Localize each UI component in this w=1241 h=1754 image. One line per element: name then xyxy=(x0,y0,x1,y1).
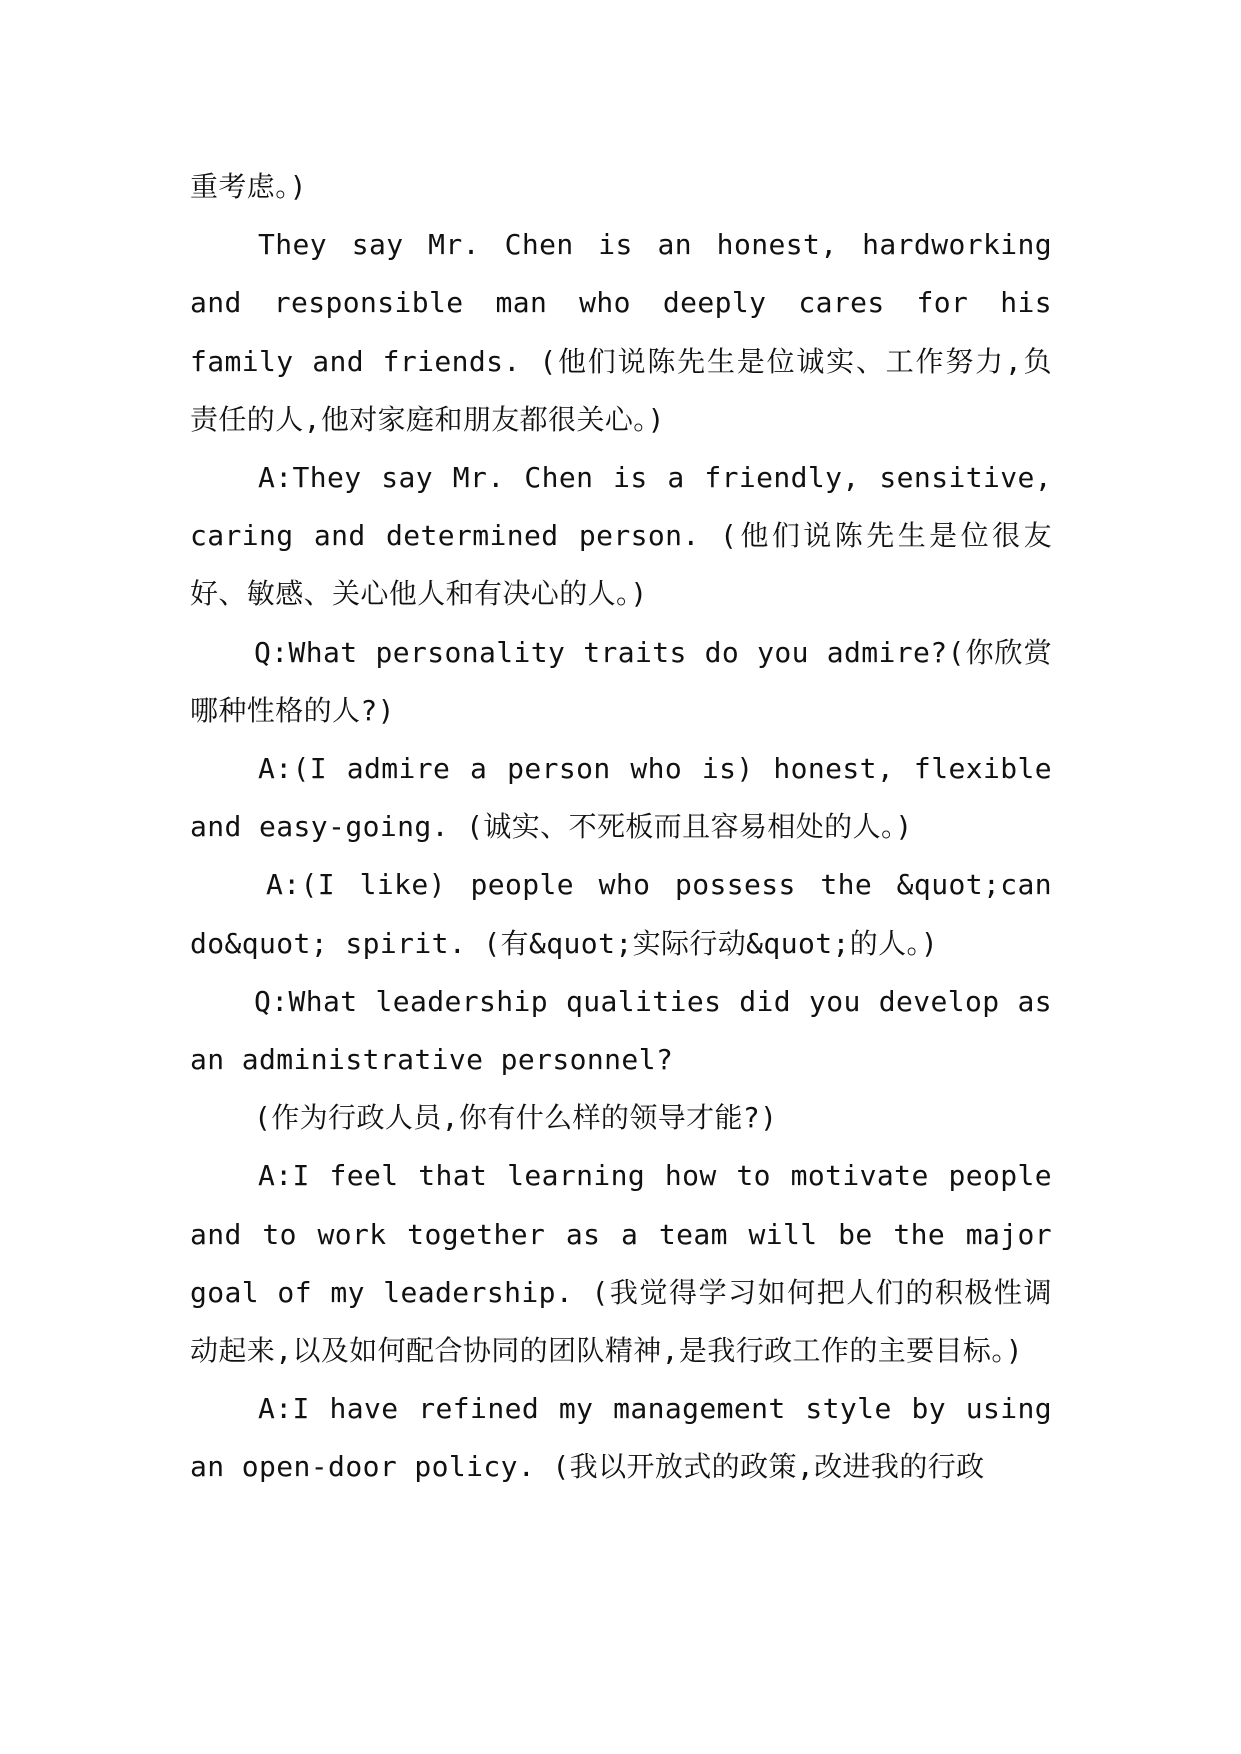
paragraph-continuation: 重考虑。) xyxy=(190,170,307,203)
question-personality-traits: Q:What personality traits do you admire?(你欣赏哪种性格的人?) xyxy=(190,635,1052,727)
answer-motivate-people: A:I feel that learning how to motivate people and to work together as a team will be the major goal of my leadership. (我觉得学习如何把人们的积极性调动起来,以及如何配合协同的团队精神,是我行政工作的主要目标。) xyxy=(190,1159,1052,1368)
question-leadership-qualities: Q:What leadership qualities did you develop as an administrative personnel? xyxy=(190,984,1052,1077)
answer-open-door-policy: A:I have refined my management style by using an open-door policy. (我以开放式的政策,改进我的行政 xyxy=(190,1392,1052,1484)
body-text xyxy=(190,158,1052,1497)
answer-can-do-spirit: A:(I like) people who possess the &quot;can do&quot; spirit. (有&quot;实际行动&quot;的人。) xyxy=(190,868,1052,960)
paragraph-chen-honest: They say Mr. Chen is an honest, hardworking and responsible man who deeply cares for his family and friends. (他们说陈先生是位诚实、工作努力,负责任的人,他对家庭和朋友都很关心。) xyxy=(190,228,1052,436)
answer-honest-flexible: A:(I admire a person who is) honest, flexible and easy-going. (诚实、不死板而且容易相处的人。) xyxy=(190,752,1052,844)
paragraph-chen-friendly: A:They say Mr. Chen is a friendly, sensitive, caring and determined person. (他们说陈先生是位很友好、敏感、关心他人和有决心的人。) xyxy=(190,461,1052,611)
question-leadership-translation: (作为行政人员,你有什么样的领导才能?) xyxy=(254,1101,778,1135)
